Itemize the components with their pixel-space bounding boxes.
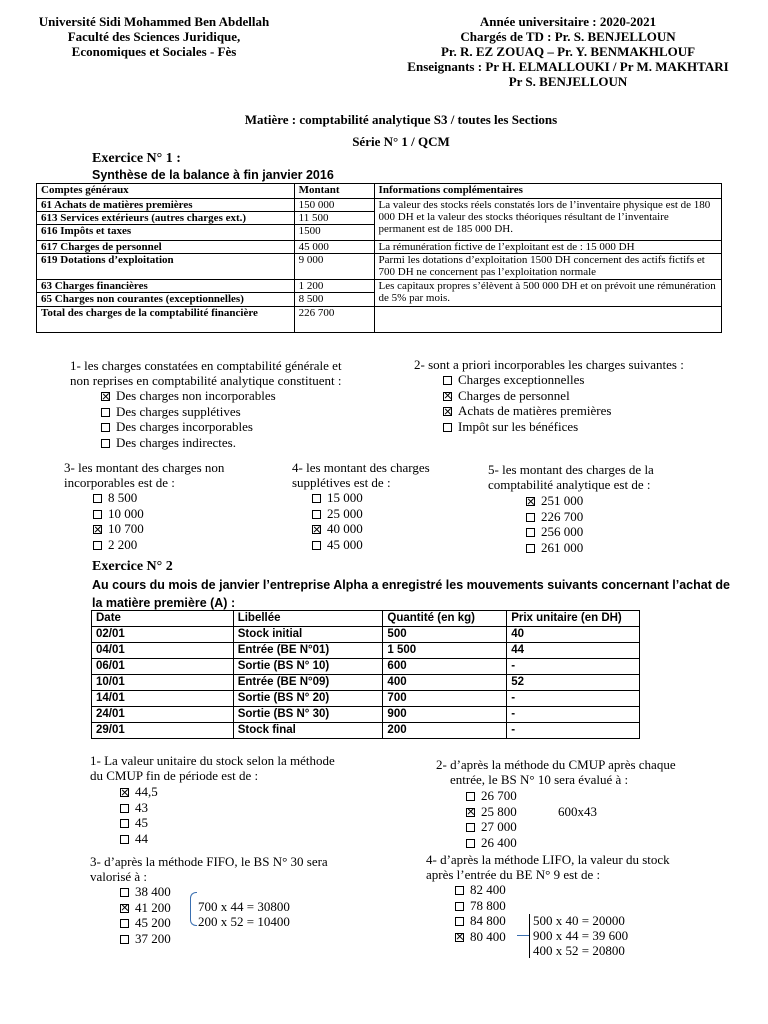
amount-cell: 150 000 (294, 199, 374, 212)
checked-box-icon[interactable] (93, 525, 102, 534)
checkbox-icon[interactable] (312, 541, 321, 550)
answer-option[interactable] (443, 372, 611, 388)
answer-option[interactable] (101, 435, 276, 451)
option-label: 2 200 (108, 536, 138, 552)
ex1-question-1 (70, 358, 342, 388)
option-label: 38 400 (135, 884, 171, 899)
question-text: 3- d’après la méthode FIFO, le BS N° 30 sera (90, 854, 328, 869)
answer-option[interactable] (120, 915, 171, 931)
option-label: Des charges indirectes. (116, 434, 236, 450)
checkbox-icon[interactable] (455, 902, 464, 911)
answer-option[interactable] (526, 509, 583, 525)
date-cell: 29/01 (92, 723, 234, 739)
checkbox-icon[interactable] (120, 888, 129, 897)
arrow-mark (517, 935, 529, 936)
answer-option[interactable] (443, 419, 611, 435)
question-text: 1- les charges constatées en comptabilité générale et (70, 358, 342, 373)
quantity-cell: 500 (383, 627, 507, 643)
ex2-question-1 (90, 753, 335, 783)
checkbox-icon[interactable] (101, 408, 110, 417)
answer-option[interactable] (526, 540, 583, 556)
amount-cell: 45 000 (294, 241, 374, 254)
label-cell: Sortie (BS N° 30) (233, 707, 383, 723)
checked-box-icon[interactable] (120, 788, 129, 797)
option-label: Des charges supplétives (116, 403, 241, 419)
table-row (92, 723, 640, 739)
column-header: Informations complémentaires (374, 184, 721, 199)
answer-option[interactable] (101, 404, 276, 420)
column-header: Prix unitaire (en DH) (507, 611, 640, 627)
answer-option[interactable] (120, 815, 158, 831)
ex1-q4-options (312, 490, 363, 552)
subject-title: Matière : comptabilité analytique S3 / toutes les Sections (244, 112, 558, 127)
answer-option[interactable] (526, 524, 583, 540)
account-cell: 613 Services extérieurs (autres charges ext.) (37, 212, 295, 225)
date-cell: 02/01 (92, 627, 234, 643)
header-left-line: Faculté des Sciences Juridique, (67, 29, 241, 44)
option-label: 44 (135, 830, 148, 846)
table-row (92, 659, 640, 675)
option-label: 8 500 (108, 490, 138, 505)
table-row (92, 707, 640, 723)
option-label: 40 000 (327, 521, 363, 536)
ex1-q1-options (101, 388, 276, 450)
answer-option[interactable] (455, 882, 506, 898)
option-label: 251 000 (541, 493, 584, 508)
checkbox-icon[interactable] (93, 541, 102, 550)
checked-box-icon[interactable] (101, 392, 110, 401)
label-cell: Entrée (BE N°09) (233, 675, 383, 691)
option-label: Charges de personnel (458, 387, 570, 403)
ex2-q4-options (455, 882, 506, 944)
option-label: Des charges incorporables (116, 419, 253, 434)
label-cell: Stock initial (233, 627, 383, 643)
ex1-question-5 (488, 462, 654, 492)
quantity-cell: 600 (383, 659, 507, 675)
amount-cell: 1 200 (294, 280, 374, 293)
question-text: après l’entrée du BE N° 9 est de : (426, 867, 601, 882)
university-header (30, 14, 278, 59)
question-text: supplétives est de : (292, 475, 391, 490)
amount-cell: 9 000 (294, 254, 374, 280)
option-label: 26 700 (481, 788, 517, 803)
label-cell: Stock final (233, 723, 383, 739)
account-cell: 63 Charges financières (37, 280, 295, 293)
question-text: du CMUP fin de période est de : (90, 768, 259, 783)
option-label: 78 800 (470, 897, 506, 913)
calculation-note: 700 x 44 = 30800 (198, 899, 290, 914)
account-cell: 616 Impôts et taxes (37, 225, 295, 241)
answer-option[interactable] (526, 493, 583, 509)
ex2-q1-options (120, 784, 158, 846)
option-label: 43 (135, 799, 148, 815)
checkbox-icon[interactable] (101, 423, 110, 432)
quantity-cell: 900 (383, 707, 507, 723)
option-label: 25 800 (481, 803, 517, 819)
table-row (92, 643, 640, 659)
checkbox-icon[interactable] (93, 494, 102, 503)
total-amount-cell: 226 700 (294, 307, 374, 333)
date-cell: 04/01 (92, 643, 234, 659)
header-right-line: Enseignants : Pr H. ELMALLOUKI / Pr M. MAKHTARI (407, 59, 729, 74)
header-right-line: Pr. R. EZ ZOUAQ – Pr. Y. BENMAKHLOUF (440, 44, 696, 59)
table-row (92, 691, 640, 707)
question-text: non reprises en comptabilité analytique constituent : (70, 373, 342, 388)
option-label: 84 800 (470, 913, 506, 928)
question-text: 1- La valeur unitaire du stock selon la méthode (90, 753, 335, 768)
date-cell: 10/01 (92, 675, 234, 691)
question-text: 5- les montant des charges de la (488, 462, 654, 477)
ex2-q2-options (466, 788, 517, 850)
checked-box-icon[interactable] (526, 497, 535, 506)
answer-option[interactable] (120, 931, 171, 947)
checkbox-icon[interactable] (101, 439, 110, 448)
unit-price-cell: 44 (507, 643, 640, 659)
calculation-note: 500 x 40 = 20000 (533, 913, 625, 928)
answer-option[interactable] (312, 537, 363, 553)
info-cell: La valeur des stocks réels constatés lors de l’inventaire physique est de 180 000 DH et la valeur des stocks théoriques résultant de l’inventaire permanent est de 185 000 DH. (374, 199, 721, 241)
question-text: 2- sont a priori incorporables les charges suivantes : (414, 357, 684, 372)
series-title: Série N° 1 / QCM (352, 134, 450, 149)
answer-option[interactable] (455, 929, 506, 945)
option-label: Des charges non incorporables (116, 388, 276, 403)
empty-cell (374, 307, 721, 333)
answer-option[interactable] (93, 506, 144, 522)
quantity-cell: 400 (383, 675, 507, 691)
answer-option[interactable] (120, 831, 158, 847)
answer-option[interactable] (466, 788, 517, 804)
checked-box-icon[interactable] (466, 808, 475, 817)
info-cell: Les capitaux propres s’élèvent à 500 000 DH et on prévoit une rémunération de 5% par mois. (374, 280, 721, 307)
calculation-note: 400 x 52 = 20800 (533, 943, 625, 958)
option-label: Impôt sur les bénéfices (458, 418, 579, 434)
checked-box-icon[interactable] (455, 933, 464, 942)
balance-table (36, 183, 722, 333)
checkbox-icon[interactable] (120, 835, 129, 844)
unit-price-cell: 52 (507, 675, 640, 691)
date-cell: 06/01 (92, 659, 234, 675)
account-cell: 65 Charges non courantes (exceptionnelles) (37, 293, 295, 307)
exercise-1-subtitle: Synthèse de la balance à fin janvier 2016 (92, 168, 334, 182)
checked-box-icon[interactable] (312, 525, 321, 534)
unit-price-cell: 40 (507, 627, 640, 643)
course-staff-header (378, 14, 758, 89)
header-left-line: Université Sidi Mohammed Ben Abdellah (38, 14, 270, 29)
option-label: Achats de matières premières (458, 403, 612, 418)
checkbox-icon[interactable] (120, 804, 129, 813)
checkbox-icon[interactable] (455, 917, 464, 926)
column-header: Montant (294, 184, 374, 199)
checkbox-icon[interactable] (466, 839, 475, 848)
ex2-question-3 (90, 854, 328, 884)
option-label: 37 200 (135, 930, 171, 946)
stock-movements-table (91, 610, 640, 739)
option-label: 226 700 (541, 508, 584, 524)
option-label: 82 400 (470, 882, 506, 897)
label-cell: Sortie (BS N° 10) (233, 659, 383, 675)
header-right-line: Chargés de TD : Pr. S. BENJELLOUN (460, 29, 676, 44)
label-cell: Entrée (BE N°01) (233, 643, 383, 659)
intro-line: la matière première (A) : (92, 596, 236, 610)
ex1-question-4 (292, 460, 430, 490)
answer-option[interactable] (466, 804, 517, 820)
option-label: 10 000 (108, 505, 144, 521)
checkbox-icon[interactable] (526, 544, 535, 553)
total-cell: Total des charges de la comptabilité financière (37, 307, 295, 333)
amount-cell: 1500 (294, 225, 374, 241)
header-right-line: Année universitaire : 2020-2021 (479, 14, 657, 29)
column-header: Date (92, 611, 234, 627)
fifo-calculation-notes (198, 899, 290, 929)
option-label: 256 000 (541, 524, 584, 539)
checked-box-icon[interactable] (120, 904, 129, 913)
checkbox-icon[interactable] (526, 528, 535, 537)
unit-price-cell: - (507, 723, 640, 739)
answer-option[interactable] (455, 913, 506, 929)
table-row (92, 627, 640, 643)
answer-option[interactable] (120, 800, 158, 816)
answer-option[interactable] (466, 835, 517, 851)
answer-option[interactable] (455, 898, 506, 914)
checkbox-icon[interactable] (443, 423, 452, 432)
intro-line: Au cours du mois de janvier l’entreprise Alpha a enregistré les mouvements suivants concernant l’achat de (92, 578, 730, 592)
checkbox-icon[interactable] (93, 510, 102, 519)
column-header: Comptes généraux (37, 184, 295, 199)
question-text: 2- d’après la méthode du CMUP après chaque (436, 757, 676, 772)
exercise-2-intro (92, 576, 730, 612)
lifo-calculation-notes (533, 913, 628, 958)
question-text: 4- les montant des charges (292, 460, 430, 475)
checked-box-icon[interactable] (443, 407, 452, 416)
ex2-question-4 (426, 852, 670, 882)
quantity-cell: 700 (383, 691, 507, 707)
checkbox-icon[interactable] (466, 823, 475, 832)
header-left-line: Economiques et Sociales - Fès (71, 44, 237, 59)
date-cell: 24/01 (92, 707, 234, 723)
unit-price-cell: - (507, 691, 640, 707)
ex2-q3-options (120, 884, 171, 946)
answer-option[interactable] (93, 537, 144, 553)
answer-option[interactable] (93, 490, 144, 506)
answer-option[interactable] (312, 506, 363, 522)
question-text: comptabilité analytique est de : (488, 477, 651, 492)
option-label: 45 200 (135, 915, 171, 930)
checkbox-icon[interactable] (120, 919, 129, 928)
calculation-note: 900 x 44 = 39 600 (533, 928, 629, 943)
account-cell: 619 Dotations d’exploitation (37, 254, 295, 280)
exercise-2-title: Exercice N° 2 (92, 559, 173, 574)
checkbox-icon[interactable] (120, 935, 129, 944)
option-label: 15 000 (327, 490, 363, 505)
unit-price-cell: - (507, 707, 640, 723)
question-text: 3- les montant des charges non (64, 460, 225, 475)
column-header: Quantité (en kg) (383, 611, 507, 627)
checkbox-icon[interactable] (466, 792, 475, 801)
checkbox-icon[interactable] (443, 376, 452, 385)
answer-option[interactable] (93, 521, 144, 537)
answer-option[interactable] (101, 419, 276, 435)
option-label: 26 400 (481, 834, 517, 850)
checked-box-icon[interactable] (443, 392, 452, 401)
question-text: entrée, le BS N° 10 sera évalué à : (450, 772, 629, 787)
table-row (92, 675, 640, 691)
checkbox-icon[interactable] (455, 886, 464, 895)
account-cell: 617 Charges de personnel (37, 241, 295, 254)
brace-mark (190, 892, 197, 926)
label-cell: Sortie (BS N° 20) (233, 691, 383, 707)
answer-option[interactable] (120, 884, 171, 900)
option-label: 10 700 (108, 521, 144, 536)
header-right-line: Pr S. BENJELLOUN (508, 74, 628, 89)
question-text: 4- d’après la méthode LIFO, la valeur du stock (426, 852, 670, 867)
checkbox-icon[interactable] (312, 510, 321, 519)
amount-cell: 8 500 (294, 293, 374, 307)
option-label: Charges exceptionnelles (458, 372, 585, 387)
answer-option[interactable] (312, 490, 363, 506)
option-label: 44,5 (135, 784, 158, 799)
option-label: 27 000 (481, 819, 517, 834)
account-cell: 61 Achats de matières premières (37, 199, 295, 212)
ex2-question-2 (436, 757, 676, 787)
option-label: 41 200 (135, 899, 171, 915)
unit-price-cell: - (507, 659, 640, 675)
ex1-question-3 (64, 460, 224, 490)
answer-option[interactable] (120, 784, 158, 800)
option-label: 25 000 (327, 505, 363, 521)
column-header: Libellée (233, 611, 383, 627)
option-label: 45 (135, 815, 148, 830)
answer-option[interactable] (120, 900, 171, 916)
question-text: incorporables est de : (64, 475, 175, 490)
checkbox-icon[interactable] (312, 494, 321, 503)
checkbox-icon[interactable] (526, 513, 535, 522)
calculation-note: 200 x 52 = 10400 (198, 914, 290, 929)
amount-cell: 11 500 (294, 212, 374, 225)
quantity-cell: 200 (383, 723, 507, 739)
ex1-question-2 (414, 357, 684, 372)
option-label: 80 400 (470, 928, 506, 944)
answer-option[interactable] (312, 521, 363, 537)
option-label: 45 000 (327, 536, 363, 552)
answer-option[interactable] (466, 819, 517, 835)
calculation-note: 600x43 (558, 804, 597, 819)
answer-option[interactable] (443, 388, 611, 404)
ex1-q2-options (443, 372, 611, 434)
info-cell: La rémunération fictive de l’exploitant est de : 15 000 DH (374, 241, 721, 254)
answer-option[interactable] (101, 388, 276, 404)
option-label: 261 000 (541, 539, 584, 555)
answer-option[interactable] (443, 403, 611, 419)
exercise-1-title: Exercice N° 1 : (92, 151, 181, 166)
info-cell: Parmi les dotations d’exploitation 1500 DH concernent des actifs fictifs et 700 DH ne concernent pas l’exploitation normale (374, 254, 721, 280)
ex1-q3-options (93, 490, 144, 552)
checkbox-icon[interactable] (120, 819, 129, 828)
quantity-cell: 1 500 (383, 643, 507, 659)
ex1-q5-options (526, 493, 583, 555)
date-cell: 14/01 (92, 691, 234, 707)
question-text: valorisé à : (90, 869, 148, 884)
